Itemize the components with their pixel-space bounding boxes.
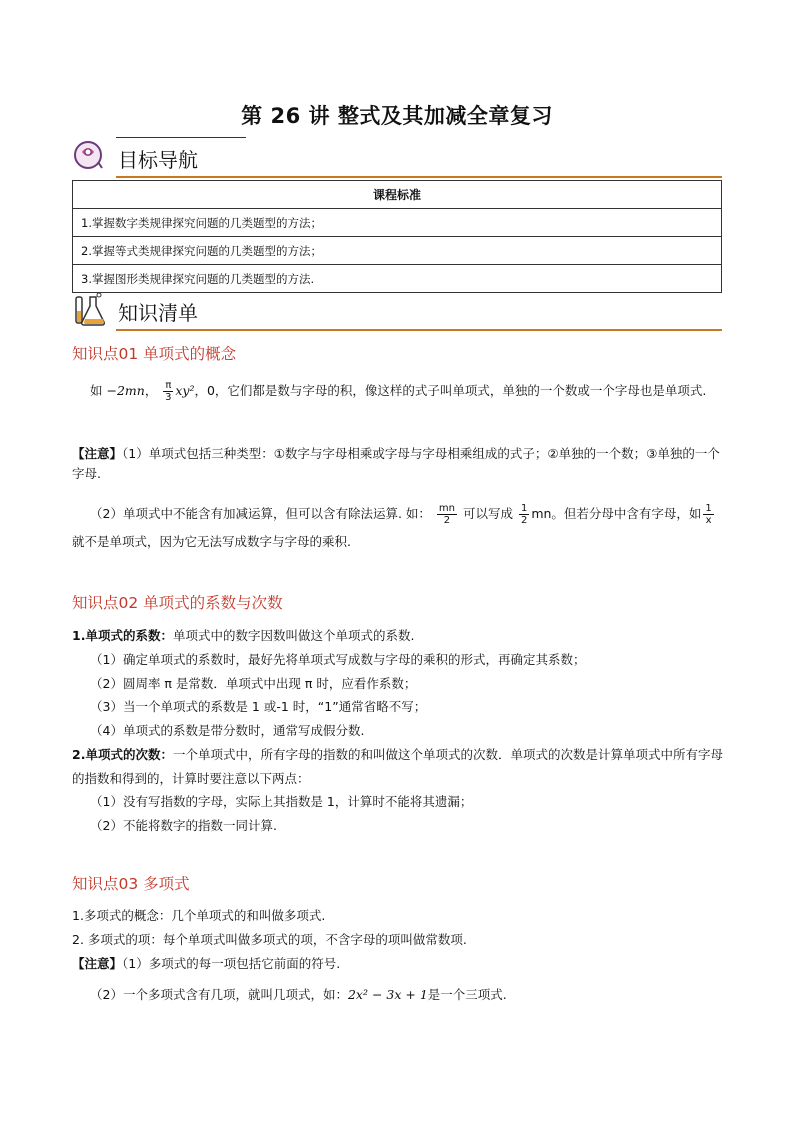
- list-item: （3）当一个单项式的系数是 1 或-1 时，“1”通常省略不写；: [90, 699, 427, 715]
- kp1-note1: 【注意】（1）单项式包括三种类型：①数字与字母相乘或字母与字母相乘组成的式子；②单独的一个数；③单独的一个字母.: [72, 446, 720, 481]
- list-item: 1.多项式的概念：几个单项式的和叫做多项式.: [72, 908, 326, 923]
- page-title: 第 26 讲 整式及其加减全章复习: [241, 104, 553, 128]
- list-item: 2. 多项式的项：每个单项式叫做多项式的项，不含字母的项叫做常数项.: [72, 931, 467, 947]
- kp1-paragraph: 如 −2mn， $\frac{\pi}{3}$ xy²，0，它们都是数与字母的积，像这样的式子叫单项式，单独的一个数或一个字母也是单项式.: [90, 380, 707, 403]
- brain-head-icon: [72, 138, 108, 174]
- kp2-block: 1.单项式的系数：单项式中的数字因数叫做这个单项式的系数. （1）确定单项式的系数时，最好先将单项式写成数与字母的乘积的形式，再确定其系数； （2）圆周率 π 是常数．单项式中出现 π 时，应看作系数； （3）当一个单项式的系数是 1 或-1 时，“1”通常省略不写； （4）单项式的系数是带分数时，通常写成假分数. 2.单项式的次数：一个单项式中，所有字母的指数的和叫做这个单项式的次数．单项式的次数是计算单项式中所有字母的指数和得到的，计算时要注意以下两点： （1）没有写指数的字母，实际上其指数是 1，计算时不能将其遗漏； （2）不能将数字的指数一同计算.: [72, 624, 724, 838]
- fraction: $\frac{1}{x}$: [705, 503, 712, 526]
- kp1-note2: （2）单项式中不能含有加减运算，但可以含有除法运算. 如： $\frac{mn}{2}$ 可以写成 $\frac{1}{2}$ mn。但若分母中含有字母，如 $\frac{1}{x}$ 就不是单项式，因为它无法写成数字与字母的乘积.: [72, 503, 712, 549]
- list-item: （1）确定单项式的系数时，最好先将单项式写成数与字母的乘积的形式，再确定其系数；: [90, 651, 586, 667]
- flask-icon: [72, 291, 108, 327]
- kp1-title: 知识点01 单项式的概念: [72, 345, 237, 363]
- list-item: （2）圆周率 π 是常数．单项式中出现 π 时，应看作系数；: [90, 675, 417, 691]
- list-item: （1）没有写指数的字母，实际上其指数是 1，计算时不能将其遗漏；: [90, 794, 473, 810]
- list-item: （4）单项式的系数是带分数时，通常写成假分数.: [90, 723, 365, 738]
- standards-row: 3.掌握图形类规律探究问题的几类题型的方法.: [73, 265, 722, 293]
- section-goal-header: [72, 138, 722, 178]
- fraction: $\frac{1}{2}$: [520, 503, 528, 526]
- fraction: $\frac{\pi}{3}$: [165, 380, 172, 403]
- standards-header: 课程标准: [73, 181, 722, 209]
- kp3-block: 1.多项式的概念：几个单项式的和叫做多项式. 2. 多项式的项：每个单项式叫做多项式的项，不含字母的项叫做常数项. 【注意】（1）多项式的每一项包括它前面的符号. （2）一个多项式含有几项，就叫几项式，如：2x² − 3x + 1是一个三项式.: [72, 904, 724, 1007]
- section-knowledge-header: [72, 291, 722, 331]
- standards-row: 2.掌握等式类规律探究问题的几类题型的方法；: [73, 237, 722, 265]
- list-item: （2）不能将数字的指数一同计算.: [90, 818, 277, 833]
- kp2-title: 知识点02 单项式的系数与次数: [72, 594, 283, 612]
- fraction: $\frac{mn}{2}$: [438, 503, 455, 526]
- standards-row: 1.掌握数字类规律探究问题的几类题型的方法；: [73, 209, 722, 237]
- standards-table: [72, 180, 722, 293]
- section-knowledge-label: 知识清单: [118, 301, 198, 325]
- kp3-title: 知识点03 多项式: [72, 875, 190, 893]
- section-goal-label: 目标导航: [118, 148, 198, 172]
